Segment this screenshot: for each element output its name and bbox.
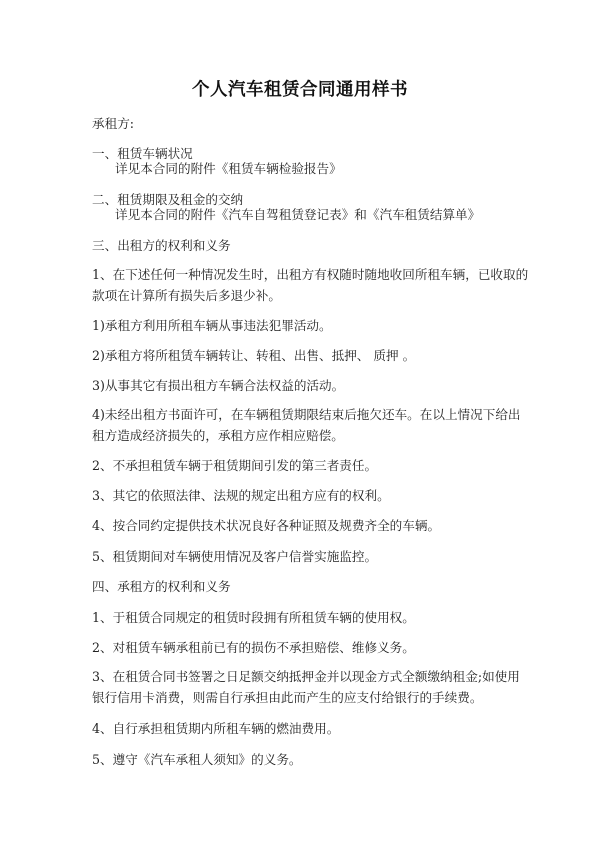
section-3-item-4 bbox=[92, 404, 521, 446]
section-3-paragraph-2: 2、不承担租赁车辆于租赁期间引发的第三者责任。 bbox=[92, 458, 378, 473]
section-4-paragraph-3 bbox=[92, 666, 520, 708]
document-title: 个人汽车租赁合同通用样书 bbox=[192, 80, 408, 100]
lessee-label: 承租方: bbox=[92, 116, 135, 131]
section-4-heading: 四、承租方的权利和义务 bbox=[92, 579, 231, 594]
section-3-paragraph-1 bbox=[92, 264, 529, 306]
section-4-paragraph-5: 5、遵守《汽车承租人须知》的义务。 bbox=[92, 752, 302, 767]
section-3-item-2: 2)承租方将所租赁车辆转让、转租、出售、抵押、 质押 。 bbox=[92, 348, 416, 363]
paragraph-line: 租方造成经济损失的，承租方应作相应赔偿。 bbox=[92, 428, 344, 443]
section-1-body: 详见本合同的附件《租赁车辆检验报告》 bbox=[115, 161, 342, 176]
section-2-heading: 二、租赁期限及租金的交纳 bbox=[92, 192, 244, 207]
paragraph-line: 款项在计算所有损失后多退少补。 bbox=[92, 288, 281, 303]
section-1-heading: 一、租赁车辆状况 bbox=[92, 146, 193, 161]
section-3-paragraph-3: 3、其它的依照法律、法规的规定出租方应有的权利。 bbox=[92, 488, 390, 503]
paragraph-line: 3、在租赁合同书签署之日足额交纳抵押金并以现金方式全额缴纳租金;如使用 bbox=[92, 669, 520, 684]
paragraph-line: 银行信用卡消费，则需自行承担由此而产生的应支付给银行的手续费。 bbox=[92, 690, 483, 705]
section-4-paragraph-1: 1、于租赁合同规定的租赁时段拥有所租赁车辆的使用权。 bbox=[92, 610, 415, 625]
section-3-heading: 三、出租方的权利和义务 bbox=[92, 238, 231, 253]
section-4-paragraph-2: 2、对租赁车辆承租前已有的损伤不承担赔偿、维修义务。 bbox=[92, 640, 415, 655]
paragraph-line: 1、在下述任何一种情况发生时，出租方有权随时随地收回所租车辆，已收取的 bbox=[92, 267, 529, 282]
section-3-paragraph-4: 4、按合同约定提供技术状况良好各种证照及规费齐全的车辆。 bbox=[92, 518, 441, 533]
section-3-item-3: 3)从事其它有损出租方车辆合法权益的活动。 bbox=[92, 378, 345, 393]
section-3-item-1: 1)承租方利用所租车辆从事违法犯罪活动。 bbox=[92, 318, 332, 333]
section-3-paragraph-5: 5、租赁期间对车辆使用情况及客户信誉实施监控。 bbox=[92, 549, 378, 564]
section-4-paragraph-4: 4、自行承担租赁期内所租车辆的燃油费用。 bbox=[92, 721, 340, 736]
section-2-body: 详见本合同的附件《汽车自驾租赁登记表》和《汽车租赁结算单》 bbox=[115, 207, 481, 222]
paragraph-line: 4)未经出租方书面许可，在车辆租赁期限结束后拖欠还车。在以上情况下给出 bbox=[92, 407, 521, 422]
